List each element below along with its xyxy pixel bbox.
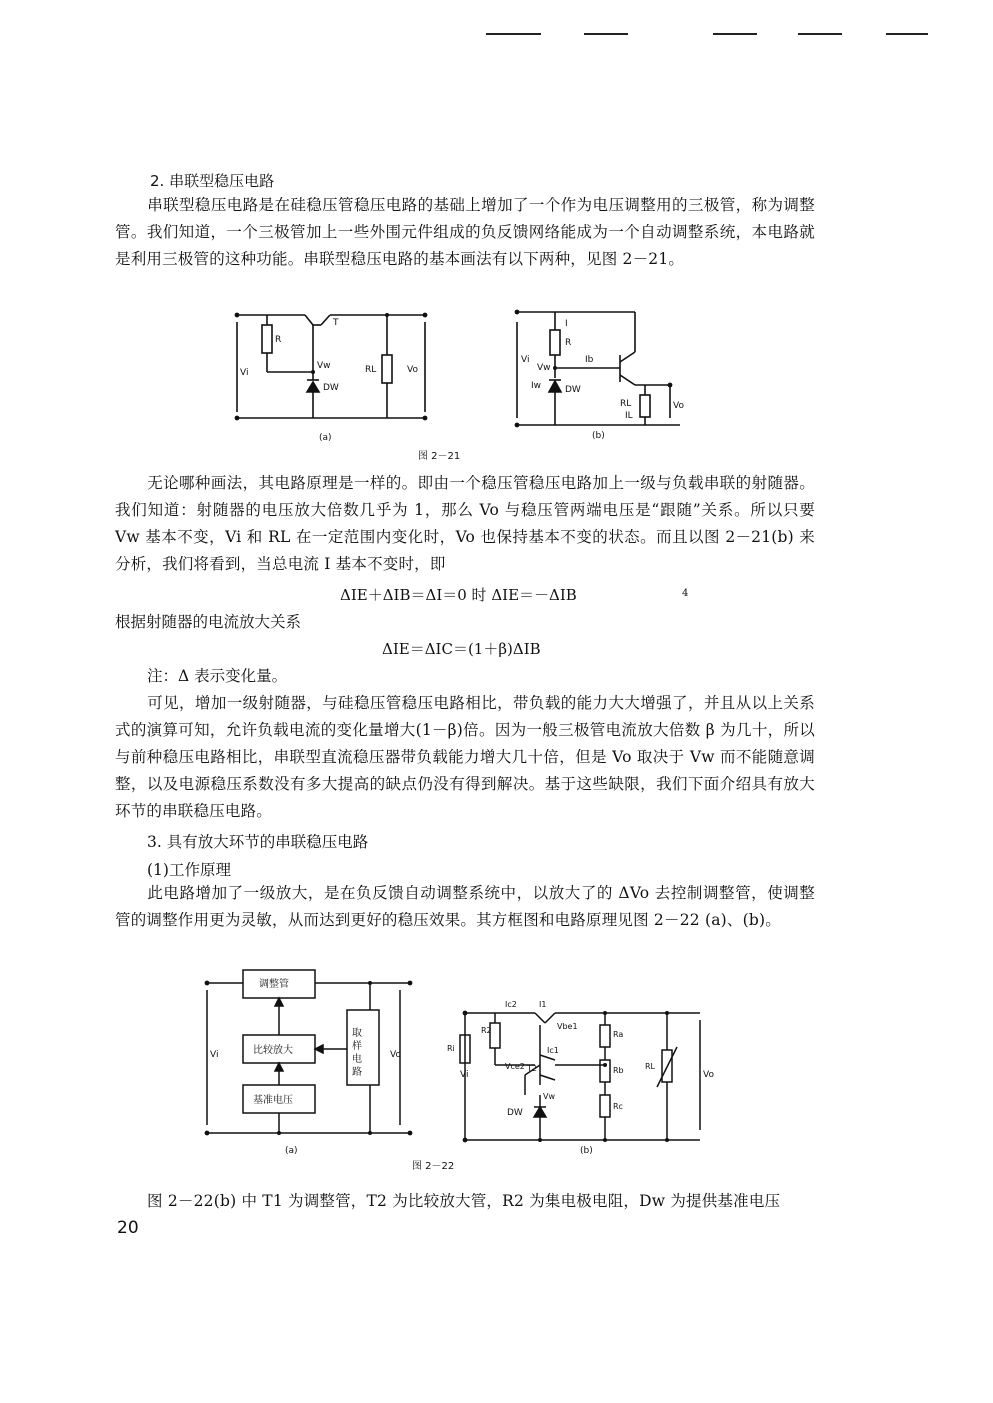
label-sub-b: (b)	[580, 1146, 593, 1156]
label-Vo: Vo	[703, 1070, 714, 1080]
label-R: R	[565, 338, 572, 348]
page-number: 20	[117, 1218, 139, 1238]
header-rule	[713, 33, 757, 35]
label-Vo: Vo	[673, 401, 684, 411]
block-sample-label: 取样电路	[349, 1027, 361, 1079]
label-DW: DW	[323, 383, 339, 393]
paragraph-1: 串联型稳压电路是在硅稳压管稳压电路的基础上增加了一个作为电压调整用的三极管，称为调整管。我们知道，一个三极管加上一些外围元件组成的负反馈网络能成为一个自动调整系统，本电路就是利用三极管的这种功能。串联型稳压电路的基本画法有以下两种，见图 2－21。	[115, 196, 815, 268]
note: 注：Δ 表示变化量。	[147, 667, 288, 685]
label-sub-b: (b)	[592, 431, 605, 441]
label-Ic1: Ic1	[547, 1046, 559, 1055]
label-RL: RL	[620, 399, 632, 409]
label-sub-a: (a)	[319, 433, 332, 443]
label-Ib: Ib	[585, 355, 594, 365]
label-R2: R2	[481, 1026, 492, 1035]
figure-2-21	[225, 300, 695, 445]
formula-1: ΔIE＋ΔIB＝ΔI＝0 时 ΔIE＝－ΔIB	[340, 586, 577, 604]
label-Ic2: Ic2	[505, 1000, 517, 1009]
section-3-title: 3. 具有放大环节的串联稳压电路	[147, 833, 369, 851]
label-I: I	[565, 319, 568, 329]
paragraph-3: 可见，增加一级射随器，与硅稳压管稳压电路相比，带负载的能力大大增强了，并且从以上关系式的演算可知，允许负载电流的变化量增大(1－β)倍。因为一般三极管电流放大倍数 β 为几十，所以与前种稳压电路相比，串联型直流稳压器带负载能力增大几十倍，但是 Vo 取决于 Vw 而不能随意调整，以及电源稳压系数没有多大提高的缺点仍没有得到解决。基于这些缺限，我们下面介绍具有放大环节的串联稳压电路。	[115, 694, 815, 820]
label-IL: IL	[625, 411, 633, 421]
label-Vi: Vi	[240, 368, 249, 378]
label-DW: DW	[565, 385, 581, 395]
label-RL: RL	[365, 365, 377, 375]
label-Rb: Rb	[613, 1066, 624, 1075]
label-Vw: Vw	[537, 363, 551, 373]
label-R: R	[275, 335, 282, 345]
header-rule	[584, 33, 628, 35]
subsection-1-title: (1)工作原理	[147, 861, 231, 879]
label-Vbe1: Vbe1	[557, 1022, 578, 1031]
paragraph-5: 图 2－22(b) 中 T1 为调整管，T2 为比较放大管，R2 为集电极电阻，Dw 为提供基准电压	[147, 1192, 781, 1210]
section-2-title: 2. 串联型稳压电路	[150, 172, 275, 190]
label-T: T	[333, 318, 339, 328]
label-Vw: Vw	[543, 1092, 556, 1101]
label-Vi: Vi	[521, 355, 530, 365]
label-Ri: Ri	[447, 1044, 455, 1053]
formula-2: ΔIE＝ΔIC＝(1＋β)ΔIB	[382, 640, 541, 658]
label-Vi: Vi	[460, 1070, 469, 1080]
header-rule	[486, 33, 541, 35]
label-Vi: Vi	[210, 1050, 219, 1060]
block-adjust-label: 调整管	[259, 979, 289, 990]
header-rule	[798, 33, 842, 35]
label-Ra: Ra	[613, 1030, 624, 1039]
label-Iw: Iw	[531, 381, 542, 391]
header-rule	[886, 33, 928, 35]
paragraph-2: 无论哪种画法，其电路原理是一样的。即由一个稳压管稳压电路加上一级与负载串联的射随器。我们知道：射随器的电压放大倍数几乎为 1，那么 Vo 与稳压管两端电压是“跟随”关系。所以只要 Vw 基本不变，Vi 和 RL 在一定范围内变化时，Vo 也保持基本不变的状态。而且以图 2－21(b) 来分析，我们将看到，当总电流 I 基本不变时，即	[115, 474, 815, 573]
block-ref-label: 基准电压	[253, 1095, 293, 1106]
label-Vce2: Vce2	[505, 1062, 525, 1071]
label-T2: T2	[527, 1064, 537, 1073]
label-sub-a: (a)	[285, 1146, 298, 1156]
figure-2-22	[195, 965, 735, 1160]
label-Vw: Vw	[317, 361, 331, 371]
label-Rc: Rc	[613, 1102, 623, 1111]
label-DW: DW	[507, 1108, 523, 1118]
figure-2-21-caption: 图 2－21	[418, 451, 461, 462]
label-Vo: Vo	[390, 1050, 401, 1060]
paragraph-4: 此电路增加了一级放大，是在负反馈自动调整系统中，以放大了的 ΔVo 去控制调整管，使调整管的调整作用更为灵敏，从而达到更好的稳压效果。其方框图和电路原理见图 2－22 (a)、(b)。	[115, 884, 815, 929]
label-I1: I1	[539, 1000, 547, 1009]
follow-line: 根据射随器的电流放大关系	[115, 613, 302, 631]
formula-1-mark: 4	[682, 588, 689, 599]
label-Vo: Vo	[407, 365, 418, 375]
block-compare-label: 比较放大	[253, 1045, 293, 1056]
label-RL: RL	[645, 1062, 656, 1071]
figure-2-22-caption: 图 2－22	[412, 1161, 455, 1172]
